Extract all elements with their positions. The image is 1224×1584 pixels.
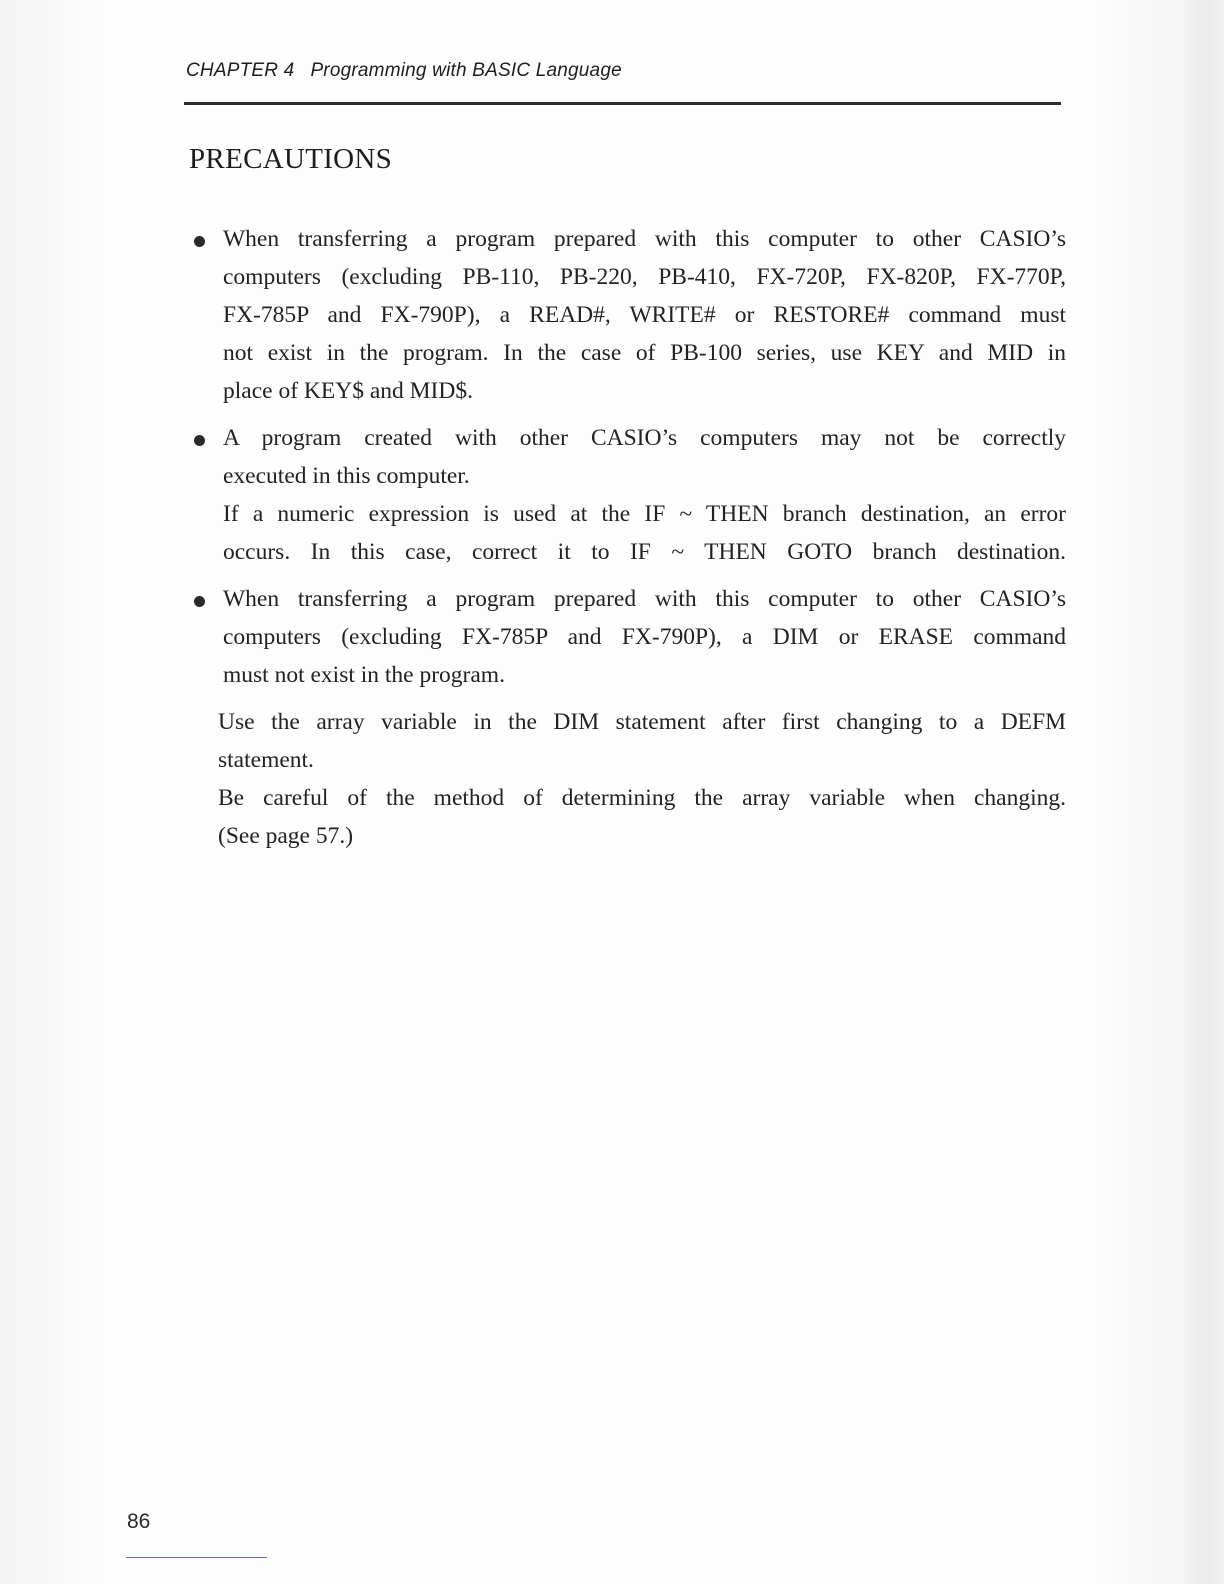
bullet-item <box>190 220 1066 410</box>
text-line: computers (excluding FX-785P and FX-790P), a DIM or ERASE command <box>223 624 1066 650</box>
text-line: A program created with other CASIO’s computers may not be correctly <box>223 425 1066 451</box>
bullet-dot-icon <box>194 236 205 247</box>
text-line: not exist in the program. In the case of PB-100 series, use KEY and MID in <box>223 340 1066 366</box>
text-line: Use the array variable in the DIM statement after first changing to a DEFM <box>218 709 1066 735</box>
text-line: place of KEY$ and MID$. <box>223 378 473 404</box>
chapter-title: Programming with BASIC Language <box>310 60 622 81</box>
bullet-dot-icon <box>194 596 205 607</box>
text-line: statement. <box>218 747 314 773</box>
bullet-dot-icon <box>194 435 205 446</box>
text-line: computers (excluding PB-110, PB-220, PB-410, FX-720P, FX-820P, FX-770P, <box>223 264 1066 290</box>
header-rule <box>184 102 1061 105</box>
text-line: occurs. In this case, correct it to IF ~ THEN GOTO branch destination. <box>223 539 1066 565</box>
bullet-item <box>190 419 1066 571</box>
chapter-label: CHAPTER 4 <box>186 60 295 81</box>
text-line: When transferring a program prepared with this computer to other CASIO’s <box>223 226 1066 252</box>
precautions-body <box>190 220 1066 855</box>
footer-rule <box>126 1557 267 1558</box>
text-line: Be careful of the method of determining the array variable when changing. <box>218 785 1066 811</box>
note-block <box>190 703 1066 855</box>
text-line: must not exist in the program. <box>223 662 505 688</box>
text-line: If a numeric expression is used at the IF ~ THEN branch destination, an error <box>223 501 1066 527</box>
scan-shadow-left <box>0 0 100 1584</box>
page-number: 86 <box>127 1510 151 1533</box>
text-line: executed in this computer. <box>223 463 470 489</box>
scan-shadow-right <box>1094 0 1224 1584</box>
text-line: FX-785P and FX-790P), a READ#, WRITE# or RESTORE# command must <box>223 302 1066 328</box>
bullet-item <box>190 580 1066 694</box>
page-reference: (See page 57.) <box>218 823 354 849</box>
text-line: When transferring a program prepared with this computer to other CASIO’s <box>223 586 1066 612</box>
section-heading: PRECAUTIONS <box>189 143 393 175</box>
running-header <box>186 60 622 82</box>
